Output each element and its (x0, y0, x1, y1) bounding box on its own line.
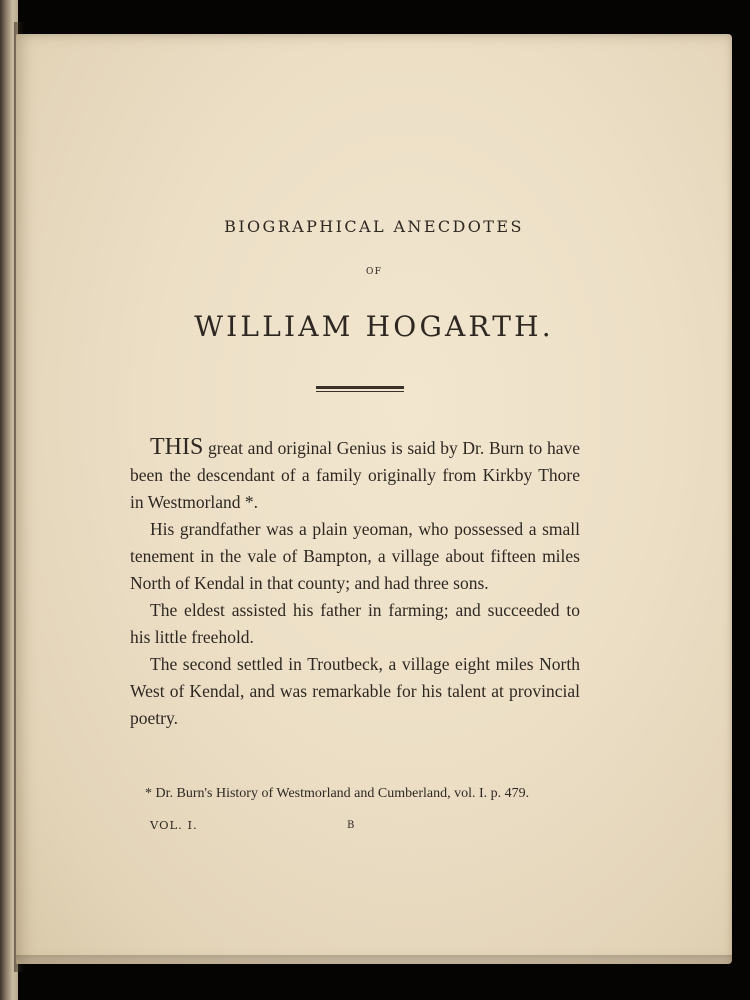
paragraph: The eldest assisted his father in farming; and succeeded to his little freehold. (130, 600, 580, 647)
title-rule-thin (316, 391, 404, 392)
page-bottom-shadow (16, 955, 732, 967)
body-text (130, 434, 580, 732)
title-subject: WILLIAM HOGARTH. (194, 310, 554, 343)
gathering-signature: B (347, 820, 355, 831)
title-line: BIOGRAPHICAL ANECDOTES (224, 217, 524, 236)
paragraph: The second settled in Troutbeck, a village eight miles North West of Kendal, and was remarkable for his talent at provincial poetry. (130, 654, 580, 728)
volume-signature: VOL. I. (150, 818, 198, 832)
title-rule-thick (316, 386, 404, 389)
title-connector: OF (365, 267, 383, 277)
paragraph (130, 434, 580, 516)
paragraph-text: great and original Genius is said by Dr. Burn to have been the descendant of a family originally from Kirkby Thore in Westmorland *. (130, 438, 580, 512)
opening-word: THIS (150, 434, 204, 460)
footnote: * Dr. Burn's History of Westmorland and Cumberland, vol. I. p. 479. (145, 786, 530, 801)
book-page (16, 34, 732, 964)
paragraph: His grandfather was a plain yeoman, who possessed a small tenement in the vale of Bampton, a village about fifteen miles North of Kendal in that county; and had three sons. (130, 519, 580, 593)
